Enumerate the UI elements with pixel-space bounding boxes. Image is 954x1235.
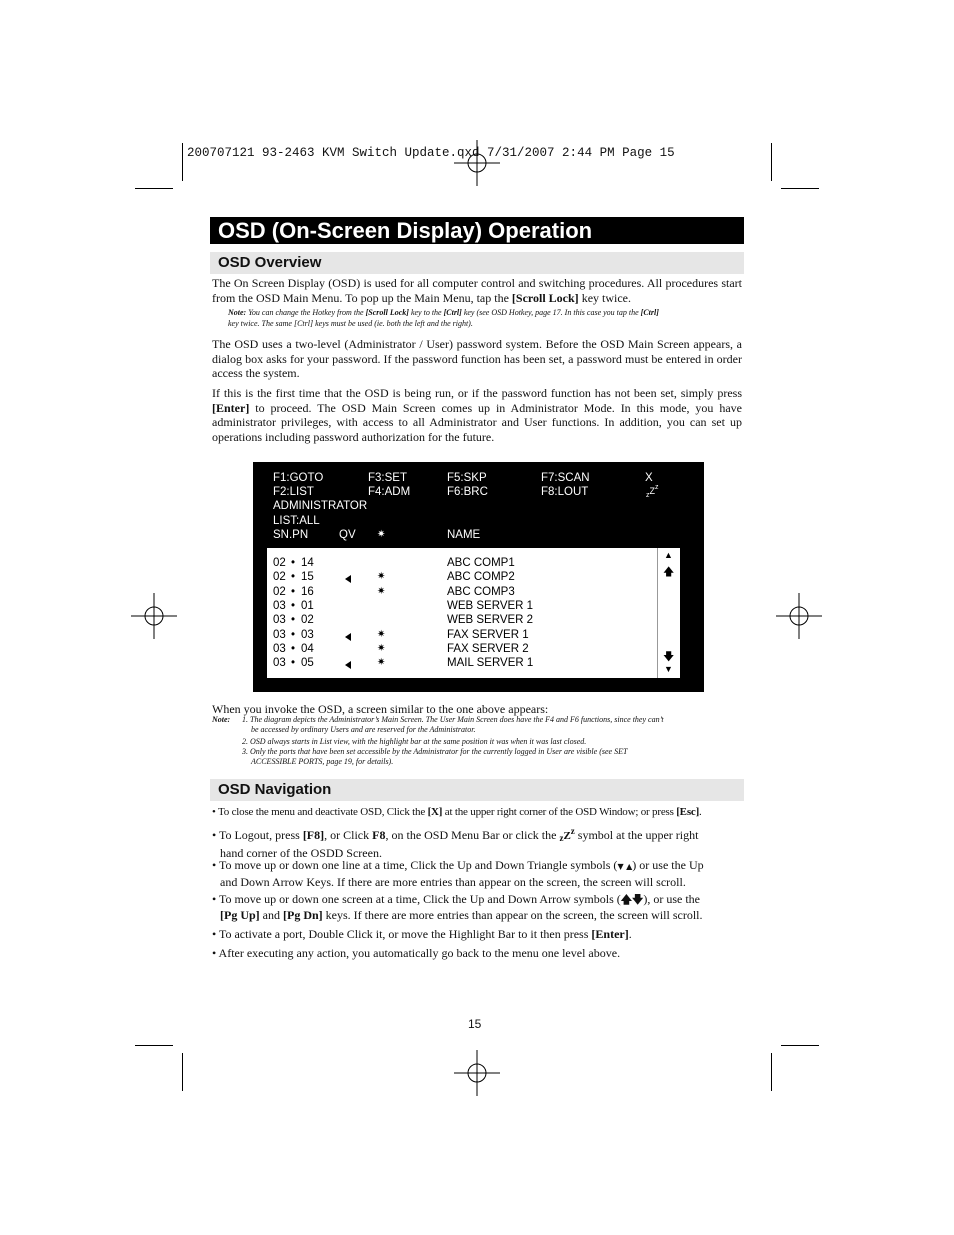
broadcast-star-icon: ✷ [377,628,386,640]
port-pn: 15 [301,571,314,584]
port-sn: 02 [273,557,286,569]
port-separator: • [291,642,296,655]
nav-bullet-line: • To move up or down one line at a time, Click the Up and Down Triangle symbols (▼ ▲) or use the Up and Down Arrow Keys. If there are more entries than appear on the screen, the screen will scroll. [212,858,704,889]
menu-f2-list[interactable]: F2:LIST [273,486,314,498]
menu-f8-lout[interactable]: F8:LOUT [541,486,589,498]
scroll-down-triangle-icon[interactable]: ▼ [664,664,673,674]
broadcast-star-icon: ✷ [377,657,386,669]
crop-mark [771,143,772,181]
port-separator: • [291,557,296,569]
menu-f6-brc[interactable]: F6:BRC [447,486,488,498]
after-note-3b: ACCESSIBLE PORTS, page 19, for details). [251,757,394,766]
overview-paragraph-1: The On Screen Display (OSD) is used for all computer control and switching procedures. All procedures start from the OSD Main Menu. To pop up the Main Menu, tap the [Scroll Lock] key twice. [212,276,742,305]
port-name: WEB SERVER 1 [447,599,534,612]
crop-mark [182,143,183,181]
port-sn: 03 [273,614,286,627]
list-scrollbar[interactable] [657,548,681,678]
menu-f4-adm[interactable]: F4:ADM [368,486,411,498]
nav-bullet-screen: • To move up or down one screen at a time, Click the Up and Down Arrow symbols (🡅🡇), or use the [Pg Up] and [Pg Dn] keys. If there are more entries than appear on the screen, the screen will scroll. [212,892,703,922]
page-down-arrow-icon[interactable]: 🡇 [663,650,675,663]
port-separator: • [291,628,296,641]
after-note-1: 1. The diagram depicts the Administrator’s Main Screen. The User Main Screen does have the F4 and F6 functions, since they can’t [242,715,664,724]
port-pn: 14 [301,557,314,569]
port-name: FAX SERVER 2 [447,642,529,655]
quick-view-pointer-icon [345,633,351,641]
after-note-3: 3. Only the ports that have been set accessible by the Administrator for the currently logged in User are visible (see SET [242,747,628,756]
registration-mark-icon [776,593,822,639]
after-note-label: Note: [212,715,231,724]
port-sn: 03 [273,657,286,670]
port-sn: 02 [273,585,286,598]
port-sn: 03 [273,642,286,655]
port-pn: 02 [301,614,314,627]
scroll-up-triangle-icon[interactable]: ▲ [664,550,673,560]
crop-mark [771,1053,772,1091]
port-pn: 03 [301,628,314,641]
section-heading-navigation: OSD Navigation [210,779,744,801]
port-name: ABC COMP1 [447,557,515,569]
port-list[interactable] [267,548,680,678]
quick-view-pointer-icon [345,661,351,669]
overview-note: Note: You can change the Hotkey from the [Scroll Lock] key to the [Ctrl] key (see OSD Hotkey, page 17. In this case you tap the [Ctrl] key twice. The same [Ctrl] keys must be used (ie. both the left and the right). [228,308,659,328]
crop-mark [135,188,173,189]
file-slug: 200707121 93-2463 KVM Switch Update.qxd 7/31/2007 2:44 PM Page 15 [187,146,675,160]
logout-sleep-icon[interactable]: $_zZ^z$ [646,484,659,499]
port-pn: 16 [301,585,314,598]
page-title: OSD (On-Screen Display) Operation [210,217,744,244]
section-heading-overview: OSD Overview [210,252,744,274]
port-sn: 03 [273,628,286,641]
overview-paragraph-2: The OSD uses a two-level (Administrator / User) password system. Before the OSD Main Screen appears, a dialog box asks for your password. If the password function has been set, a password must be entered in order access the system. [212,337,742,380]
port-separator: • [291,614,296,627]
nav-bullet-logout: • To Logout, press [F8], or Click F8, on the OSD Menu Bar or click the $zZ^z$ symbol at the upper right hand corner of the OSDD Screen. [212,826,699,860]
port-sn: 02 [273,571,286,584]
port-name: WEB SERVER 2 [447,614,534,627]
list-mode-label: LIST:ALL [273,515,320,527]
broadcast-star-icon: ✷ [377,642,386,654]
port-separator: • [291,657,296,670]
port-pn: 05 [301,657,314,670]
arrow-symbols-icon: 🡅🡇 [620,893,644,906]
port-sn: 03 [273,599,286,612]
column-header-star-icon: ✷ [377,529,386,540]
column-header-snpn: SN.PN [273,529,309,541]
port-name: ABC COMP2 [447,571,515,584]
osd-main-screen [253,462,704,692]
crop-mark [781,188,819,189]
close-icon[interactable]: X [645,472,653,484]
osd-caption: When you invoke the OSD, a screen similar to the one above appears: [212,702,549,716]
mode-label: ADMINISTRATOR [273,500,368,512]
registration-mark-icon [131,593,177,639]
menu-f3-set[interactable]: F3:SET [368,472,407,484]
nav-bullet-close: • To close the menu and deactivate OSD, Click the [X] at the upper right corner of the OSD Window; or press [Esc]. [212,806,702,818]
column-header-qv: QV [339,529,356,541]
triangle-symbols-icon: ▼ ▲ [617,862,633,871]
quick-view-pointer-icon [345,575,351,583]
port-separator: • [291,571,296,584]
menu-f5-skp[interactable]: F5:SKP [447,472,487,484]
page-number: 15 [468,1017,482,1031]
port-separator: • [291,599,296,612]
port-separator: • [291,585,296,598]
broadcast-star-icon: ✷ [377,585,386,597]
broadcast-star-icon: ✷ [377,571,386,583]
nav-bullet-activate: • To activate a port, Double Click it, or move the Highlight Bar to it then press [Enter]. [212,927,632,941]
column-header-name: NAME [447,529,481,541]
port-name: MAIL SERVER 1 [447,657,534,670]
crop-mark [135,1045,173,1046]
page-up-arrow-icon[interactable]: 🡅 [663,565,675,578]
port-pn: 04 [301,642,314,655]
port-name: FAX SERVER 1 [447,628,529,641]
after-note-1b: be accessed by ordinary Users and are reserved for the Administrator. [251,725,476,734]
sleep-symbol-icon: $zZ^z$ [559,826,575,843]
menu-f1-goto[interactable]: F1:GOTO [273,472,324,484]
registration-mark-icon [454,1050,500,1096]
crop-mark [781,1045,819,1046]
menu-f7-scan[interactable]: F7:SCAN [541,472,590,484]
nav-bullet-return: • After executing any action, you automatically go back to the menu one level above. [212,946,621,960]
port-name: ABC COMP3 [447,585,515,598]
port-pn: 01 [301,599,314,612]
after-note-2: 2. OSD always starts in List view, with the highlight bar at the same position it was when it was last closed. [242,737,587,746]
crop-mark [182,1053,183,1091]
overview-paragraph-3: If this is the first time that the OSD is being run, or if the password function has not been set, simply press [Enter] to proceed. The OSD Main Screen comes up in Administrator Mode. In this mode, you have administrator privileges, with access to all Administrator and User functions. In addition, you can set up operations including password authorization for the future. [212,386,742,444]
